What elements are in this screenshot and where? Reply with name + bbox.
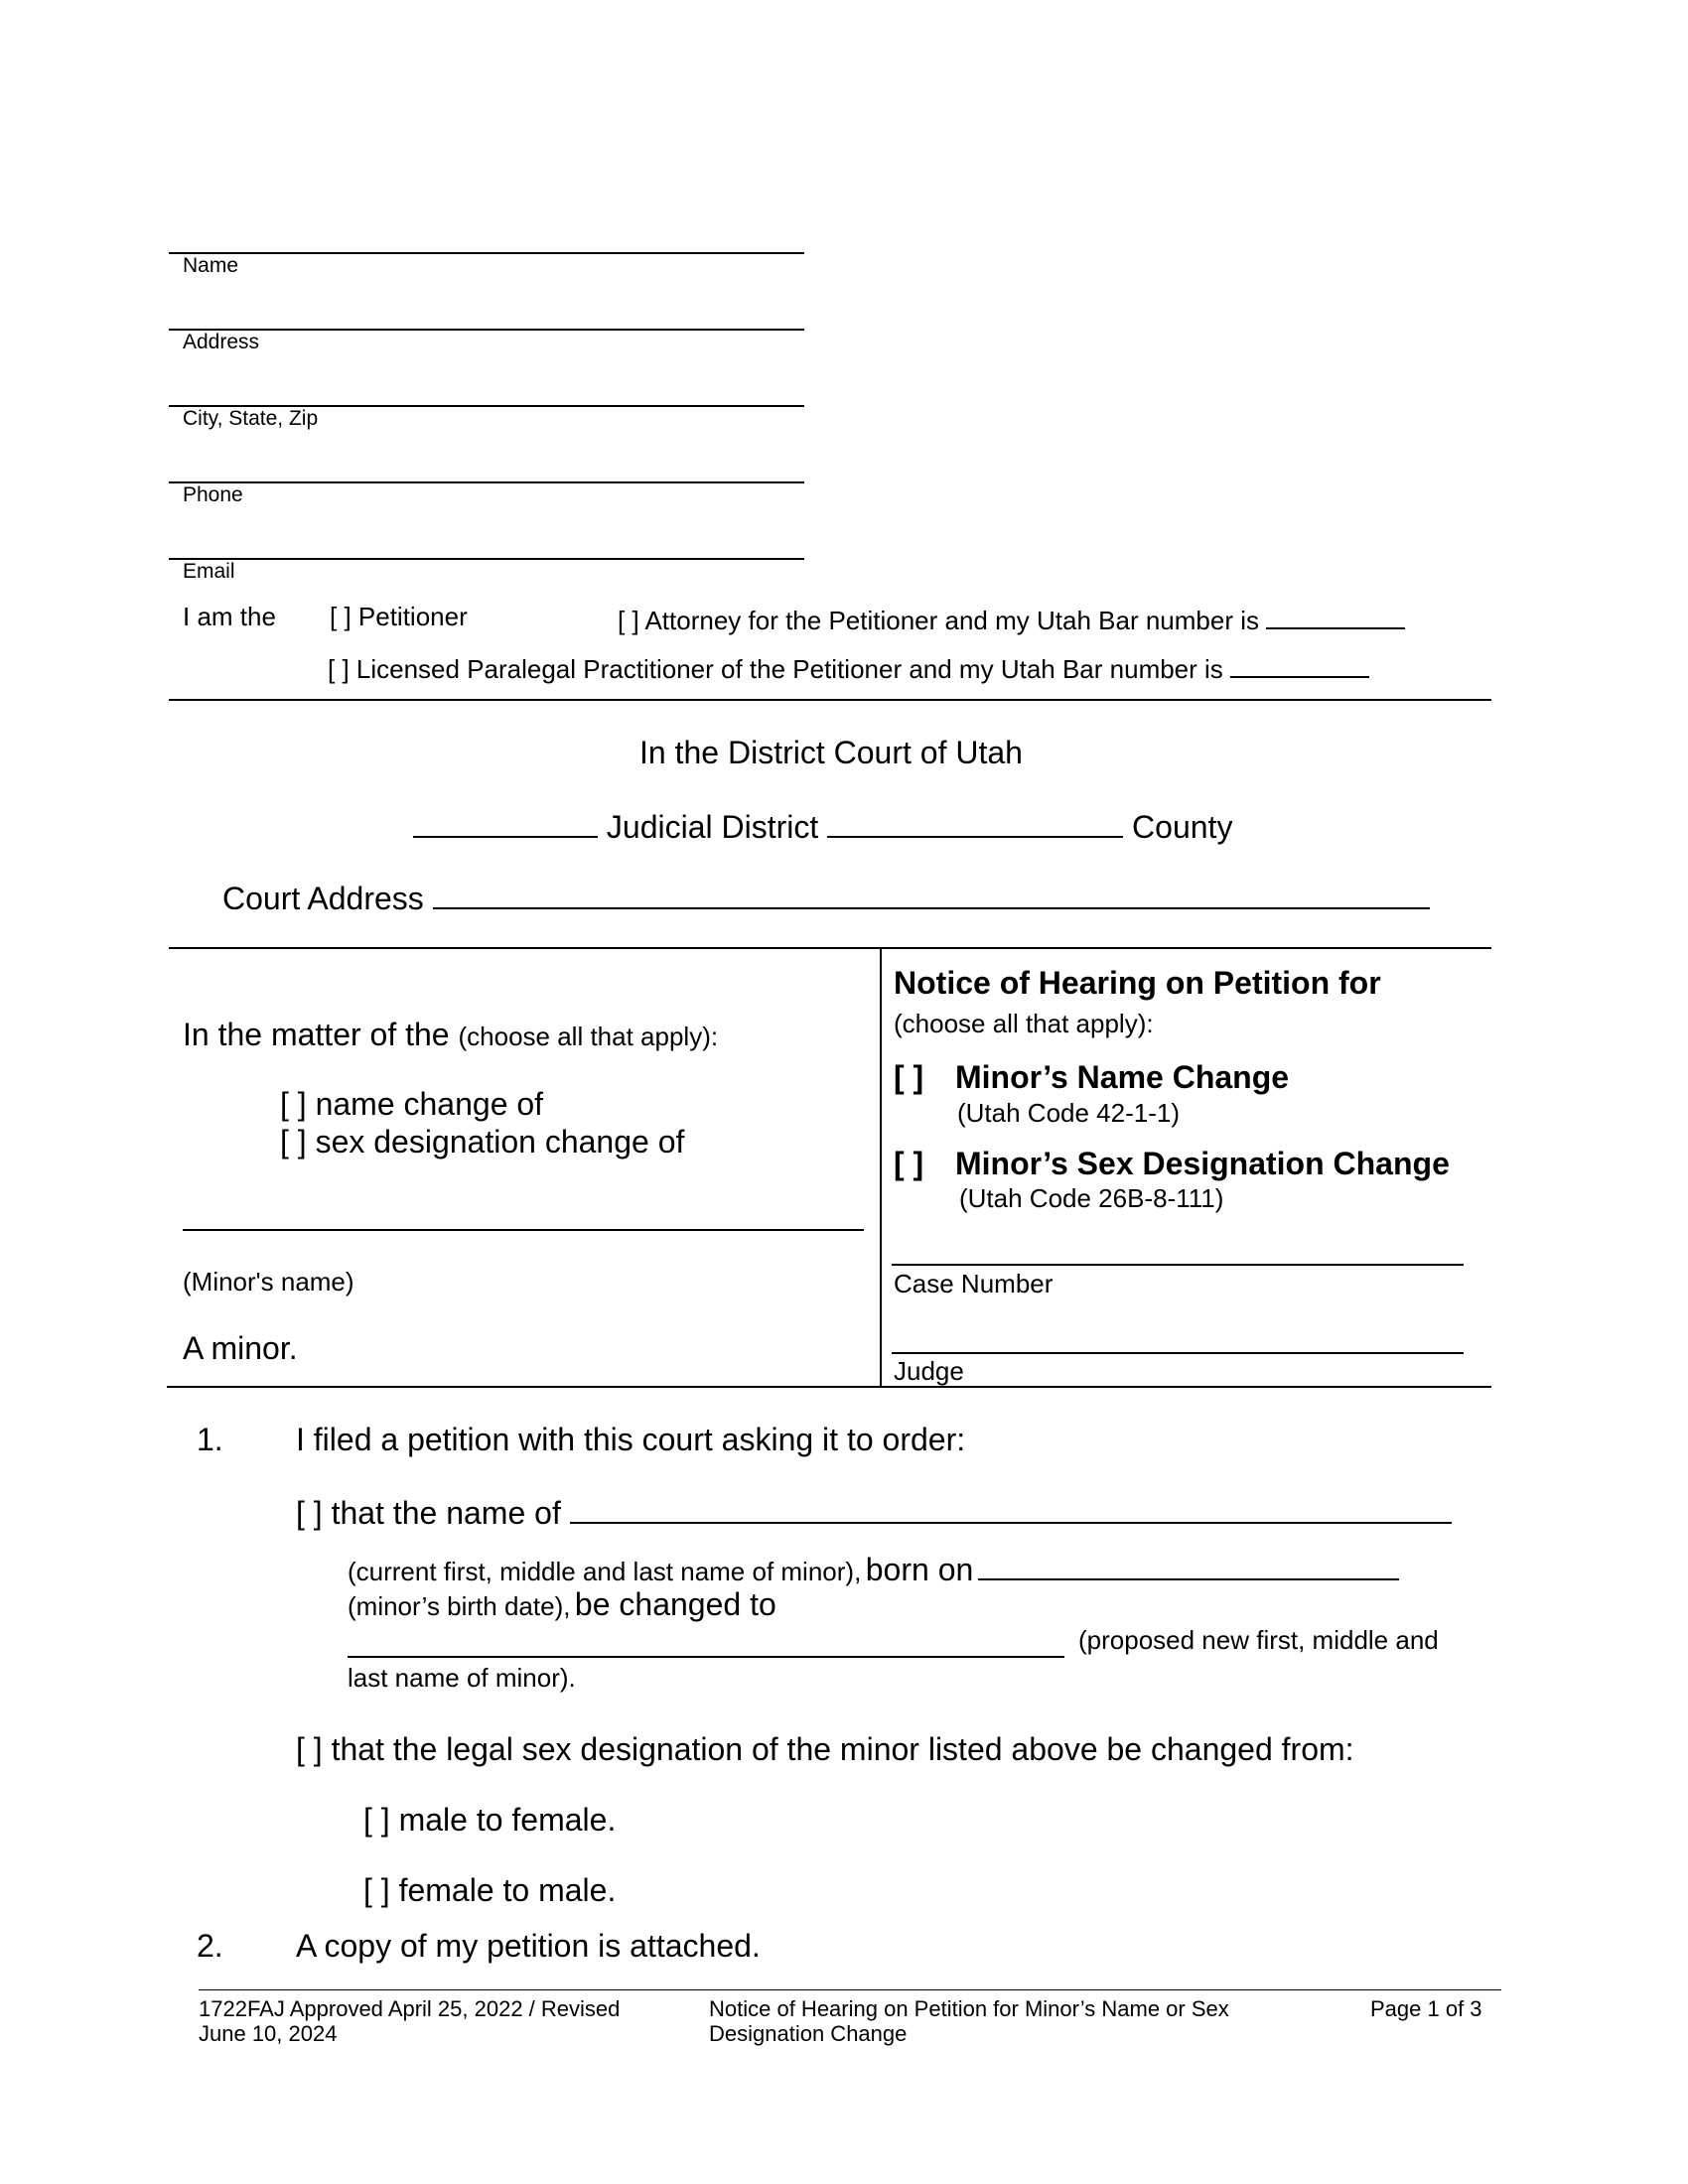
- proposed-name-note-1: (proposed new first, middle and: [1078, 1625, 1439, 1655]
- attorney-checkbox-label[interactable]: [ ] Attorney for the Petitioner and my Utah Bar number is: [618, 606, 1259, 635]
- county-label: County: [1132, 809, 1233, 845]
- born-on-label: born on: [865, 1552, 974, 1587]
- court-title: In the District Court of Utah: [639, 735, 1023, 770]
- county-name-field[interactable]: [827, 806, 1123, 838]
- caption-bottom-rule: [167, 1386, 1491, 1388]
- header-divider: [169, 699, 1491, 701]
- role-intro: I am the: [183, 602, 276, 631]
- minor-name-field[interactable]: [183, 1229, 864, 1231]
- phone-line[interactable]: [169, 481, 804, 483]
- attorney-bar-number-field[interactable]: [1266, 602, 1405, 629]
- choose-note: (choose all that apply):: [894, 1009, 1154, 1038]
- footer-rule: [199, 1989, 1501, 1990]
- court-address-field[interactable]: [433, 878, 1430, 909]
- minor-sex-change-title: Minor’s Sex Designation Change: [955, 1146, 1450, 1181]
- case-number-field[interactable]: [892, 1264, 1464, 1266]
- judge-field[interactable]: [892, 1352, 1464, 1354]
- female-to-male-checkbox[interactable]: [ ] female to male.: [363, 1872, 617, 1908]
- be-changed-to-label: be changed to: [574, 1586, 776, 1622]
- sex-designation-order-checkbox[interactable]: [ ] that the legal sex designation of the minor listed above be changed from:: [296, 1731, 1354, 1767]
- male-to-female-checkbox[interactable]: [ ] male to female.: [363, 1802, 617, 1838]
- birth-date-field[interactable]: [978, 1549, 1399, 1580]
- birth-line: [348, 1549, 1399, 1588]
- item1-number: 1.: [197, 1422, 223, 1457]
- address-line[interactable]: [169, 329, 804, 331]
- page-number: Page 1 of 3: [1370, 1996, 1482, 2021]
- birth-date-note: (minor’s birth date),: [348, 1591, 571, 1621]
- name-change-order: [296, 1492, 1452, 1532]
- minor-name-label: (Minor's name): [183, 1267, 354, 1297]
- current-name-field[interactable]: [570, 1492, 1452, 1524]
- paralegal-bar-number-field[interactable]: [1230, 650, 1369, 678]
- case-number-label: Case Number: [894, 1269, 1054, 1298]
- judicial-district-label: Judicial District: [606, 809, 819, 845]
- item2-number: 2.: [197, 1928, 223, 1964]
- minor-name-change-checkbox[interactable]: [ ]: [894, 1059, 924, 1095]
- phone-label: Phone: [183, 483, 243, 506]
- notice-title: Notice of Hearing on Petition for: [894, 965, 1381, 1001]
- proposed-name-field[interactable]: [348, 1656, 1064, 1658]
- item1-text: I filed a petition with this court asking it to order:: [296, 1422, 966, 1457]
- matter-line: [183, 1017, 718, 1053]
- paralegal-option: [328, 650, 1369, 685]
- paralegal-checkbox-label[interactable]: [ ] Licensed Paralegal Practitioner of the Petitioner and my Utah Bar number is: [328, 654, 1223, 684]
- minor-name-change-title: Minor’s Name Change: [955, 1059, 1290, 1095]
- court-address-label: Court Address: [222, 881, 424, 916]
- changed-to-line: [348, 1586, 776, 1623]
- email-line[interactable]: [169, 558, 804, 560]
- judge-label: Judge: [894, 1356, 964, 1386]
- court-address-line: [222, 878, 1430, 917]
- name-label: Name: [183, 254, 239, 277]
- a-minor-label: A minor.: [183, 1330, 298, 1366]
- form-id-line-2: June 10, 2024: [199, 2021, 338, 2046]
- doc-title-line-2: Designation Change: [709, 2021, 908, 2046]
- form-id-line-1: 1722FAJ Approved April 25, 2022 / Revised: [199, 1996, 621, 2021]
- item2-text: A copy of my petition is attached.: [296, 1928, 761, 1964]
- minor-sex-change-code: (Utah Code 26B-8-111): [959, 1183, 1224, 1213]
- petitioner-checkbox[interactable]: [ ] Petitioner: [330, 602, 468, 631]
- attorney-option: [618, 602, 1405, 636]
- name-change-order-checkbox[interactable]: [ ] that the name of: [296, 1495, 561, 1531]
- minor-name-change-code: (Utah Code 42-1-1): [957, 1098, 1180, 1128]
- district-county-line: [413, 806, 1232, 846]
- matter-note: (choose all that apply):: [458, 1022, 719, 1051]
- caption-divider: [880, 947, 882, 1386]
- name-change-checkbox[interactable]: [ ] name change of: [280, 1086, 544, 1122]
- doc-title-line-1: Notice of Hearing on Petition for Minor’s Name or Sex: [709, 1996, 1229, 2021]
- district-number-field[interactable]: [413, 806, 598, 838]
- address-label: Address: [183, 331, 260, 353]
- name-line[interactable]: [169, 252, 804, 254]
- city-state-zip-label: City, State, Zip: [183, 407, 319, 430]
- matter-prefix: In the matter of the: [183, 1017, 450, 1052]
- caption-top-rule: [169, 947, 1491, 949]
- current-name-note: (current first, middle and last name of minor),: [348, 1557, 862, 1586]
- sex-designation-checkbox[interactable]: [ ] sex designation change of: [280, 1124, 685, 1160]
- minor-sex-change-checkbox[interactable]: [ ]: [894, 1146, 924, 1181]
- email-label: Email: [183, 560, 235, 583]
- proposed-name-note-2: last name of minor).: [348, 1663, 576, 1693]
